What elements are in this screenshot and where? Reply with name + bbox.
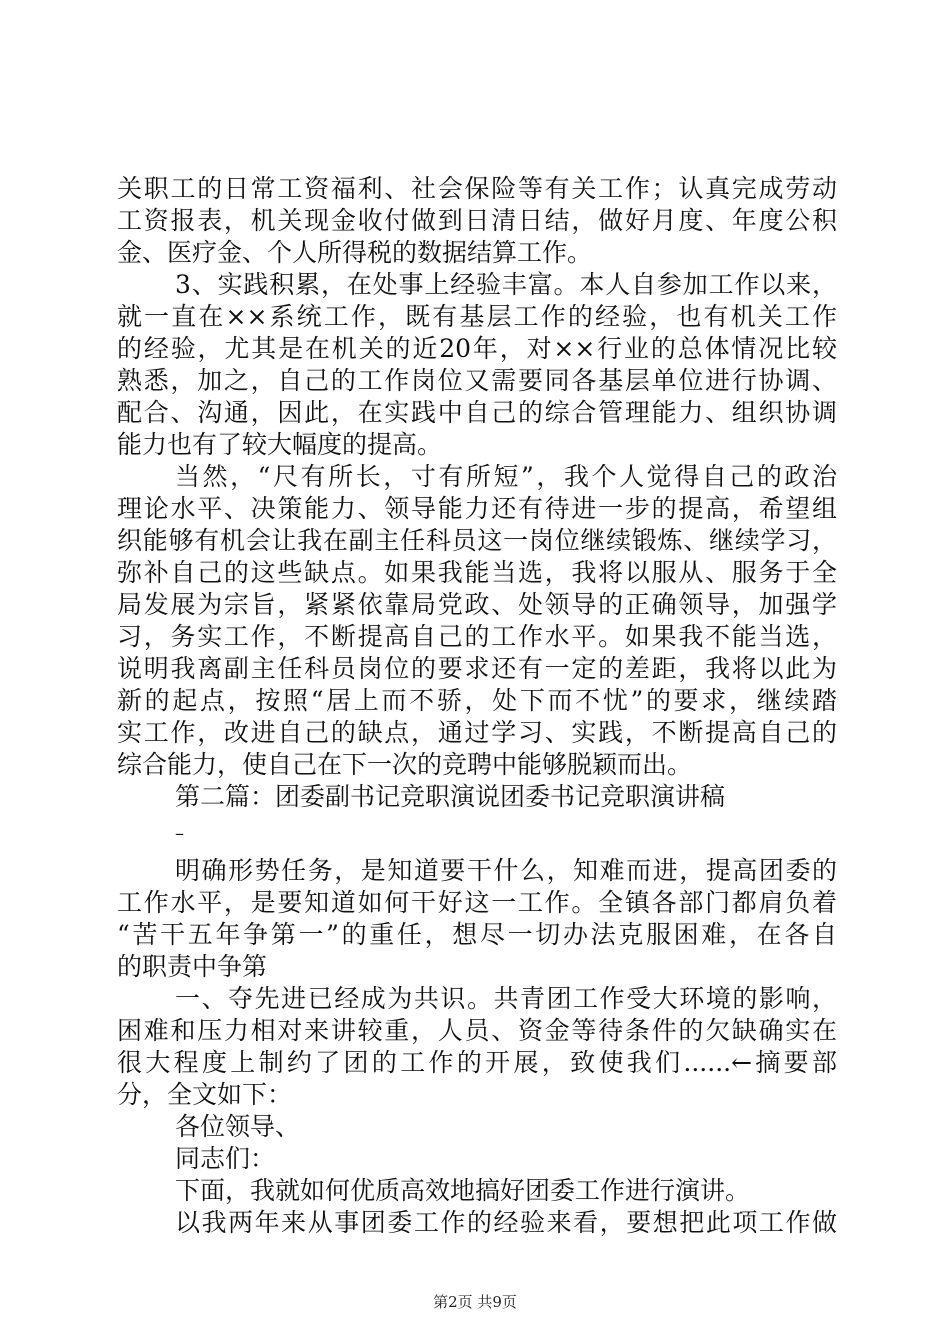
text-line: 关职工的日常工资福利、社会保险等有关工作；认真完成劳动 xyxy=(117,174,837,203)
text-line: 工资报表，机关现金收付做到日清日结，做好月度、年度公积 xyxy=(117,206,837,235)
document-body xyxy=(117,173,837,1239)
text-line: 织能够有机会让我在副主任科员这一岗位继续锻炼、继续学习， xyxy=(117,526,837,555)
text-line: 弥补自己的这些缺点。如果我能当选，我将以服从、服务于全 xyxy=(117,558,837,587)
section-heading: 第二篇：团委副书记竞职演说团委书记竞职演讲稿 xyxy=(175,782,726,811)
text-line: 同志们： xyxy=(175,1144,276,1173)
text-line: 的经验，尤其是在机关的近20年，对××行业的总体情况比较 xyxy=(117,334,837,363)
text-line: 理论水平、决策能力、领导能力还有待进一步的提高，希望组 xyxy=(117,494,837,523)
text-line: 分，全文如下： xyxy=(117,1080,293,1109)
text-line: 3、实践积累，在处事上经验丰富。本人自参加工作以来， xyxy=(175,270,837,299)
dash-separator: – xyxy=(175,823,184,844)
text-line: 局发展为宗旨，紧紧依靠局党政、处领导的正确领导，加强学 xyxy=(117,590,837,619)
text-line: 配合、沟通，因此，在实践中自己的综合管理能力、组织协调 xyxy=(117,398,837,427)
text-line: 熟悉，加之，自己的工作岗位又需要同各基层单位进行协调、 xyxy=(117,366,837,395)
text-line: 各位领导、 xyxy=(175,1112,301,1141)
page-footer xyxy=(0,1292,950,1312)
text-line: 习，务实工作，不断提高自己的工作水平。如果我不能当选， xyxy=(117,622,837,651)
page-number: 第2页 共9页 xyxy=(433,1293,517,1311)
text-line: 实工作，改进自己的缺点，通过学习、实践，不断提高自己的 xyxy=(117,718,837,747)
text-line: “苦干五年争第一”的重任，想尽一切办法克服困难，在各自 xyxy=(117,920,837,949)
text-line: 能力也有了较大幅度的提高。 xyxy=(117,430,443,459)
text-line: 一、夺先进已经成为共识。共青团工作受大环境的影响， xyxy=(175,984,837,1013)
text-line: 工作水平，是要知道如何干好这一工作。全镇各部门都肩负着 xyxy=(117,888,837,917)
text-line: 明确形势任务，是知道要干什么，知难而进，提高团委的 xyxy=(175,856,837,885)
text-line: 新的起点，按照“居上而不骄，处下而不忧”的要求，继续踏 xyxy=(117,686,837,715)
text-line: 下面，我就如何优质高效地搞好团委工作进行演讲。 xyxy=(175,1176,751,1205)
text-line: 说明我离副主任科员岗位的要求还有一定的差距，我将以此为 xyxy=(117,654,837,683)
text-line: 金、医疗金、个人所得税的数据结算工作。 xyxy=(117,238,593,267)
text-line: 就一直在××系统工作，既有基层工作的经验，也有机关工作 xyxy=(117,302,837,331)
text-line: 综合能力，使自己在下一次的竞聘中能够脱颖而出。 xyxy=(117,750,693,779)
text-line: 的职责中争第 xyxy=(117,952,268,981)
text-line: 当然，“尺有所长，寸有所短”，我个人觉得自己的政治 xyxy=(175,462,837,491)
text-line: 困难和压力相对来讲较重，人员、资金等待条件的欠缺确实在 xyxy=(117,1016,837,1045)
text-line: 以我两年来从事团委工作的经验来看，要想把此项工作做 xyxy=(175,1208,837,1237)
text-line: 很大程度上制约了团的工作的开展，致使我们......←摘要部 xyxy=(117,1048,837,1077)
